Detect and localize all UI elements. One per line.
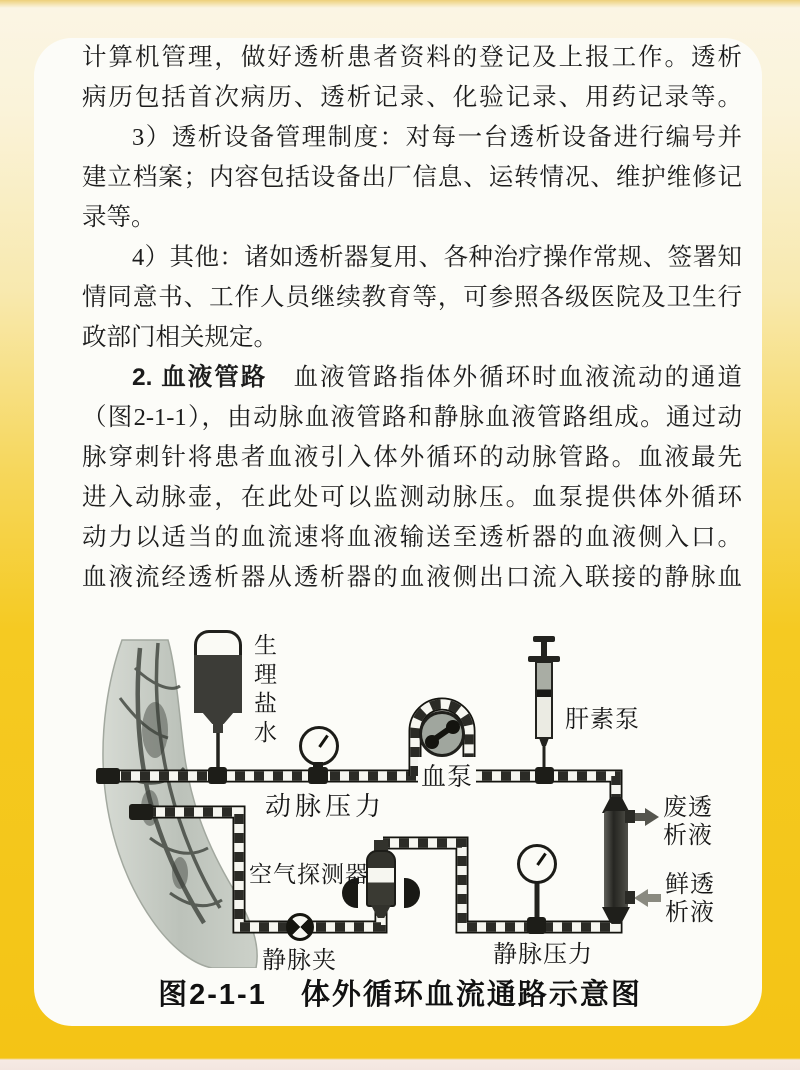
- arm-venous-junction: [129, 804, 153, 820]
- figure-title: 体外循环血流通路示意图: [300, 979, 642, 1011]
- saline-bag-spike: [213, 723, 223, 733]
- dialyzer-waste-port: [625, 810, 635, 823]
- figure-caption: [0, 972, 800, 1013]
- heparin-syringe-rod: [541, 641, 547, 657]
- fresh-dialysate-arrow: [634, 889, 661, 907]
- venous-clamp: [286, 913, 314, 941]
- heparin-junction: [535, 767, 554, 784]
- blood-pump-label: 血泵: [418, 757, 476, 793]
- pump-roller-arm: [430, 724, 455, 744]
- arterial-gauge-junction: [308, 767, 328, 784]
- venous-clamp-label: 静脉夹: [262, 948, 337, 974]
- venous-gauge-junction: [527, 917, 546, 934]
- venous-pressure-gauge: [517, 844, 557, 884]
- text-line-body: 脉穿刺针将患者血液引入体外循环的动脉管路。血液最先: [82, 444, 742, 471]
- arm-arterial-junction: [96, 768, 120, 784]
- heparin-syringe-barrel: [535, 661, 553, 739]
- text-line-body: 3）透析设备管理制度：对每一台透析设备进行编号并: [132, 124, 742, 151]
- saline-bag-body: [194, 655, 242, 713]
- saline-bag-cap: [194, 630, 242, 658]
- text-line-body: 政部门相关规定。: [82, 324, 278, 351]
- text-line-body: 录等。: [82, 204, 156, 231]
- bold-heading-segment: 2. 血液管路: [132, 364, 268, 391]
- gauge-needle: [318, 735, 328, 748]
- saline-label: 生理盐水: [251, 633, 276, 749]
- air-detector-label: 空气探测器: [249, 862, 369, 887]
- dialyzer-fresh-port: [625, 891, 635, 904]
- fresh-dialysate-label: 鲜透析液: [665, 872, 715, 926]
- figure-number: 图2-1-1: [158, 979, 267, 1011]
- text-line-body: 建立档案；内容包括设备出厂信息、运转情况、维护维修记: [82, 164, 742, 191]
- blood-pump-rotor: [419, 711, 465, 757]
- arterial-pressure-gauge: [299, 726, 339, 766]
- venous-pressure-label: 静脉压力: [493, 942, 593, 968]
- text-line-body: 病历包括首次病历、透析记录、化验记录、用药记录等。: [82, 84, 742, 111]
- text-line-body: 进入动脉壶，在此处可以监测动脉压。血泵提供体外循环: [82, 484, 742, 511]
- air-detector-chamber: [366, 850, 396, 907]
- text-line-body: 血液管路指体外循环时血液流动的通道: [267, 364, 742, 391]
- arterial-pressure-label: 动脉压力: [265, 792, 386, 821]
- text-line-body: 情同意书、工作人员继续教育等，可参照各级医院及卫生行: [82, 284, 742, 311]
- waste-dialysate-label: 废透析液: [663, 795, 713, 849]
- gauge-needle: [536, 853, 546, 866]
- text-line-body: 4）其他：诸如透析器复用、各种治疗操作常规、签署知: [132, 244, 742, 271]
- heparin-pump-label: 肝素泵: [565, 707, 640, 733]
- text-line-body: （图2-1-1），由动脉血液管路和静脉血液管路组成。通过动: [82, 404, 742, 431]
- text-line-body: 动力以适当的血流速将血液输送至透析器的血液侧入口。: [82, 524, 742, 551]
- text-line-body: 血液流经透析器从透析器的血液侧出口流入联接的静脉血: [82, 564, 742, 591]
- waste-dialysate-arrow: [634, 808, 659, 826]
- saline-junction: [208, 767, 227, 784]
- text-line-body: 计算机管理，做好透析患者资料的登记及上报工作。透析: [82, 44, 742, 71]
